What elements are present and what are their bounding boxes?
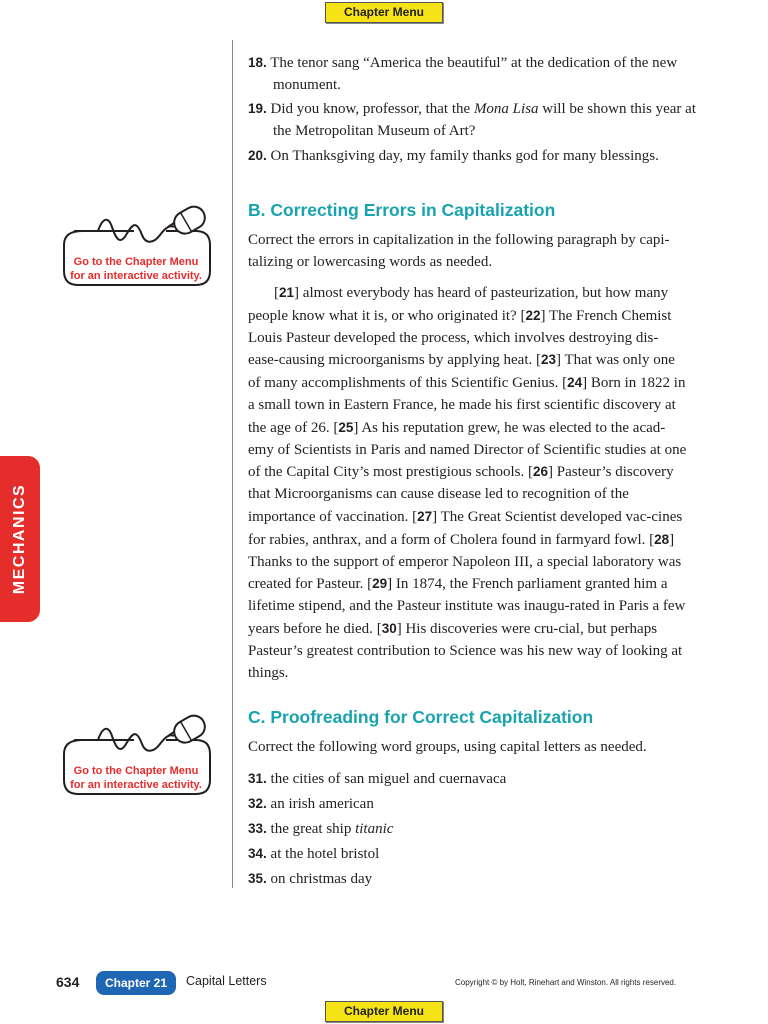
sentence-text: As his reputation grew, he was elected to the acad-emy of Scientists in Paris and named Director of Scientific studies at one of the Capital City’s most prestigious schools.: [248, 419, 687, 481]
exercise-item-33: [248, 818, 688, 840]
section-b-paragraph: [21] almost everybody has heard of pasteurization, but how many people know what it is, or who originated it? [22] The French Chemist Louis Pasteur developed the process, which involves destroying dis-ease-causing microorganisms by applying heat. [23] That was only one of many accomplishments of this Scientific Genius. [24] Born in 1822 in a small town in Eastern France, he made his first scientific discovery at the age of 26. [25] As his reputation grew, he was elected to the acad-emy of Scientists in Paris and named Director of Scientific studies at one of the Capital City’s most prestigious schools. [26] Pasteur’s discovery that Microorganisms can cause disease led to recognition of the importance of vaccination. [27] The Great Scientist developed vac-cines for rabies, anthrax, and a form of Cholera found in farmyard fowl. [28] Thanks to the support of emperor Napoleon III, a special laboratory was created for Pasteur. [29] In 1874, the French parliament granted him a lifetime stipend, and the Pasteur institute was inaugu-rated in Paris a few years before he died. [30] His discoveries were cru-cial, but perhaps Pasteur’s greatest contribution to Science was his new way of looking at things.: [248, 285, 687, 681]
sentence-text: almost everybody has heard of pasteurization, but how many people know what it is, or who originated it?: [248, 285, 669, 324]
sentence-text: His discoveries were cru-cial, but perhaps Pasteur’s greatest contribution to Science was his new way of looking at things.: [248, 620, 683, 681]
item-text: the cities of san miguel and cuernavaca: [270, 771, 507, 787]
sentence-number: 27: [417, 508, 433, 524]
exercise-item-20: [248, 145, 713, 167]
item-text: The tenor sang “America the beautiful” at the dedication of the new monument.: [270, 55, 678, 93]
sentence-number: 25: [338, 419, 354, 435]
sentence-text: The Great Scientist developed vac-cines for rabies, anthrax, and a form of Cholera found in farmyard fowl.: [248, 508, 683, 548]
chapter-title: Capital Letters: [186, 974, 267, 988]
exercise-item-35: [248, 868, 688, 890]
callout-line-2: for an interactive activity.: [70, 269, 202, 282]
sentence-text: Pasteur’s discovery that Microorganisms can cause disease led to recognition of the importance of vaccination.: [248, 464, 674, 525]
item-italic: titanic: [355, 821, 394, 837]
item-number: 31.: [248, 771, 267, 786]
item-italic: Mona Lisa: [473, 101, 539, 117]
item-text: Did you know, professor, that the: [270, 101, 474, 117]
column-divider: [232, 40, 233, 888]
item-text: on christmas day: [270, 871, 373, 887]
section-b-heading: B. Correcting Errors in Capitalization: [248, 200, 556, 220]
sentence-text: In 1874, the French parliament granted him a lifetime stipend, and the Pasteur institute was inaugu-rated in Paris a few years before he died.: [248, 576, 686, 637]
exercise-item-31: [248, 768, 688, 790]
callout-line-1: Go to the Chapter Menu: [73, 256, 199, 268]
interactive-activity-callout-1[interactable]: [62, 205, 212, 305]
sentence-number: 26: [533, 464, 549, 480]
section-c-heading: C. Proofreading for Correct Capitalization: [248, 707, 594, 727]
side-tab-label: MECHANICS: [11, 483, 28, 595]
sentence-number: 30: [381, 620, 397, 636]
chapter-badge[interactable]: Chapter 21: [96, 971, 176, 995]
chapter-menu-button-top[interactable]: Chapter Menu: [325, 2, 443, 23]
sentence-text: The French Chemist Louis Pasteur developed the process, which involves destroying dis-ease-causing microorganisms by applying heat.: [248, 307, 672, 369]
exercise-item-32: [248, 793, 688, 815]
section-b-instructions: Correct the errors in capitalization in the following paragraph by capi-talizing or lowercasing words as needed.: [248, 232, 670, 270]
sentence-text: That was only one of many accomplishments of this Scientific Genius.: [248, 352, 675, 392]
item-number: 35.: [248, 871, 267, 886]
item-text: the great ship: [270, 821, 356, 837]
sentence-number: 23: [540, 352, 557, 368]
sentence-number: 22: [525, 307, 541, 323]
item-text: an irish american: [270, 796, 374, 812]
item-number: 32.: [248, 796, 267, 811]
exercise-item-19: [248, 98, 713, 142]
sentence-text: Born in 1822 in a small town in Eastern France, he made his first scientific discovery at the age of 26.: [248, 375, 686, 436]
page-number: 634: [56, 974, 80, 990]
sentence-number: 24: [567, 375, 583, 391]
copyright-notice: Copyright © by Holt, Rinehart and Winston. All rights reserved.: [455, 978, 677, 987]
item-number: 18.: [248, 55, 267, 70]
item-number: 34.: [248, 846, 267, 861]
item-text-after: will be shown this year at the Metropolitan Museum of Art?: [273, 101, 697, 139]
interactive-activity-callout-2[interactable]: [62, 714, 212, 814]
callout-line-2: for an interactive activity.: [70, 778, 202, 791]
exercise-item-34: [248, 843, 688, 865]
sentence-number: 29: [372, 576, 388, 592]
item-number: 19.: [248, 101, 267, 116]
chapter-menu-button-bottom[interactable]: Chapter Menu: [325, 1001, 443, 1022]
section-c-instructions: Correct the following word groups, using capital letters as needed.: [248, 739, 647, 755]
item-number: 20.: [248, 148, 267, 163]
exercise-item-18: [248, 52, 713, 96]
item-text: On Thanksgiving day, my family thanks god for many blessings.: [270, 148, 659, 164]
sentence-number: 28: [654, 531, 670, 547]
sentence-number: 21: [279, 285, 295, 300]
callout-line-1: Go to the Chapter Menu: [73, 765, 199, 777]
sentence-text: Thanks to the support of emperor Napoleon III, a special laboratory was created for Pasteur.: [248, 553, 682, 593]
item-text: at the hotel bristol: [270, 846, 380, 862]
item-number: 33.: [248, 821, 267, 836]
